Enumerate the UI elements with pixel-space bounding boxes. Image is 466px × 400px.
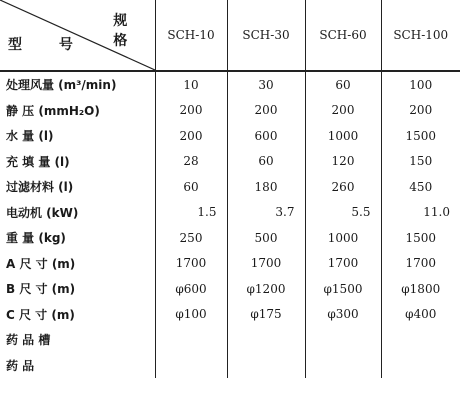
- cell-value: [305, 327, 381, 353]
- cell-value: 500: [227, 225, 305, 251]
- cell-value: φ400: [381, 302, 460, 328]
- table-row: [0, 302, 460, 328]
- cell-value: 600: [227, 123, 305, 149]
- row-label: 水 量 (l): [6, 129, 54, 144]
- row-label: 药 品: [6, 358, 35, 373]
- cell-value: 180: [227, 174, 305, 200]
- cell-value: [155, 353, 227, 379]
- cell-value: [381, 327, 460, 353]
- cell-value: 200: [305, 98, 381, 124]
- cell-value: [305, 353, 381, 379]
- table-row: [0, 174, 460, 200]
- table-row: [0, 123, 460, 149]
- table-row: [0, 225, 460, 251]
- model-header-sch10: SCH-10: [155, 0, 227, 71]
- cell-value: [155, 327, 227, 353]
- row-label: 电动机 (kW): [6, 205, 79, 220]
- row-label: 处理风量 (m³/min): [6, 78, 117, 93]
- cell-value: 28: [155, 149, 227, 175]
- table-row: [0, 251, 460, 277]
- cell-value: φ300: [305, 302, 381, 328]
- model-header-sch30: SCH-30: [227, 0, 305, 71]
- cell-value: 60: [155, 174, 227, 200]
- cell-value: 60: [305, 71, 381, 98]
- cell-value: 260: [305, 174, 381, 200]
- table-row: [0, 327, 460, 353]
- cell-value: φ600: [155, 276, 227, 302]
- cell-value: 1700: [305, 251, 381, 277]
- cell-value: 200: [155, 98, 227, 124]
- row-label: 静 压 (mmH₂O): [6, 103, 100, 118]
- table-row: [0, 71, 460, 98]
- cell-value: φ100: [155, 302, 227, 328]
- cell-value: 1500: [381, 123, 460, 149]
- cell-value: 450: [381, 174, 460, 200]
- cell-value: 1700: [227, 251, 305, 277]
- model-header-sch100: SCH-100: [381, 0, 460, 71]
- cell-value: 30: [227, 71, 305, 98]
- cell-value: φ1500: [305, 276, 381, 302]
- cell-value: 100: [381, 71, 460, 98]
- row-label: 药 品 槽: [6, 333, 51, 348]
- table-row: [0, 353, 460, 379]
- row-label: 过滤材料 (l): [6, 180, 74, 195]
- type-label: 型 号: [8, 37, 89, 53]
- table-row: [0, 276, 460, 302]
- spec-label: 规 格: [113, 13, 138, 49]
- cell-value: 60: [227, 149, 305, 175]
- cell-value: 1500: [381, 225, 460, 251]
- cell-value: 10: [155, 71, 227, 98]
- cell-value: 200: [227, 98, 305, 124]
- cell-value: [227, 353, 305, 379]
- cell-value: 200: [381, 98, 460, 124]
- model-header-sch60: SCH-60: [305, 0, 381, 71]
- cell-value: 1000: [305, 225, 381, 251]
- cell-value: [381, 353, 460, 379]
- table-row: [0, 149, 460, 175]
- cell-value: 1.5: [155, 200, 227, 226]
- cell-value: 3.7: [227, 200, 305, 226]
- cell-value: 150: [381, 149, 460, 175]
- cell-value: 200: [155, 123, 227, 149]
- cell-value: 11.0: [381, 200, 460, 226]
- cell-value: φ175: [227, 302, 305, 328]
- cell-value: 120: [305, 149, 381, 175]
- cell-value: 1700: [381, 251, 460, 277]
- cell-value: 250: [155, 225, 227, 251]
- table-row: [0, 98, 460, 124]
- cell-value: 1000: [305, 123, 381, 149]
- row-label: A 尺 寸 (m): [6, 256, 76, 271]
- row-label: B 尺 寸 (m): [6, 282, 76, 297]
- cell-value: φ1200: [227, 276, 305, 302]
- table-row: [0, 200, 460, 226]
- header-row: [0, 0, 460, 71]
- cell-value: [227, 327, 305, 353]
- spec-type-header-cell: [0, 0, 155, 71]
- row-label: 充 填 量 (l): [6, 154, 70, 169]
- row-label: 重 量 (kg): [6, 231, 66, 246]
- row-label: C 尺 寸 (m): [6, 307, 75, 322]
- cell-value: φ1800: [381, 276, 460, 302]
- cell-value: 5.5: [305, 200, 381, 226]
- cell-value: 1700: [155, 251, 227, 277]
